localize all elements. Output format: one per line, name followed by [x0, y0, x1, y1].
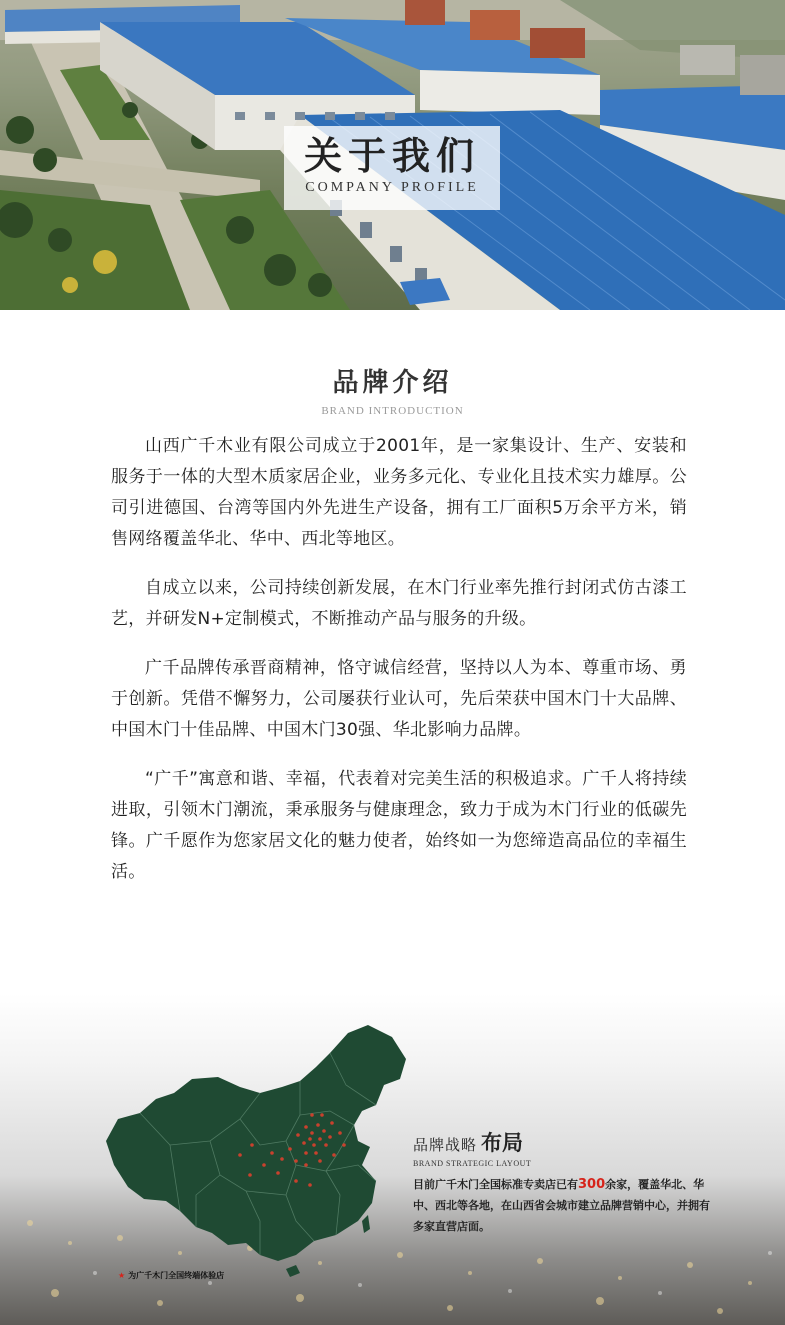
- strategy-body: [413, 1174, 713, 1237]
- strategy-subtitle: BRAND STRATEGIC LAYOUT: [413, 1159, 532, 1168]
- strategy-title: [413, 1127, 713, 1157]
- intro-title: 品牌介绍: [332, 368, 453, 398]
- intro-body: [111, 431, 687, 906]
- strategy-title-big: 布局: [481, 1131, 524, 1155]
- intro-subtitle: BRAND INTRODUCTION: [321, 405, 464, 417]
- intro-paragraph-3: 广千品牌传承晋商精神，恪守诚信经营，坚持以人为本、尊重市场、勇于创新。凭借不懈努力，公司屡获行业认可，先后荣获中国木门十大品牌、中国木门十佳品牌、中国木门30强、华北影响力品牌。: [111, 658, 687, 740]
- hero-title-box: [284, 126, 500, 210]
- hero-subtitle: COMPANY PROFILE: [305, 180, 479, 195]
- star-icon: ★: [118, 1271, 126, 1280]
- strategy-body-start: 目前广千木门全国标准专卖店已有: [413, 1178, 578, 1191]
- strategy-title-small: 品牌战略: [413, 1136, 478, 1154]
- map-legend-note: [118, 1270, 224, 1281]
- store-count-highlight: 300: [578, 1177, 606, 1192]
- intro-header: [0, 362, 785, 417]
- hero-banner: [0, 0, 785, 310]
- strategy-body-end: 余家，覆盖华北、华中、西北等各地，在山西省会城市建立品牌营销中心，并拥有多家直营店面。: [413, 1178, 710, 1233]
- intro-paragraph-2: 自成立以来，公司持续创新发展，在木门行业率先推行封闭式仿古漆工艺，并研发N+定制模式，不断推动产品与服务的升级。: [111, 578, 687, 629]
- strategy-section: [0, 993, 785, 1325]
- china-map: [100, 1015, 420, 1285]
- hero-title: 关于我们: [303, 133, 480, 178]
- strategy-text: [413, 1127, 713, 1237]
- intro-paragraph-4: “广千”寓意和谐、幸福，代表着对完美生活的积极追求。广千人将持续进取，引领木门潮流，秉承服务与健康理念，致力于成为木门行业的低碳先锋。广千愿作为您家居文化的魅力使者，始终如一为您缔造高品位的幸福生活。: [111, 769, 687, 882]
- map-note-text: 为广千木门全国终端体验店: [128, 1271, 225, 1280]
- intro-paragraph-1: 山西广千木业有限公司成立于2001年，是一家集设计、生产、安装和服务于一体的大型木质家居企业，业务多元化、专业化且技术实力雄厚。公司引进德国、台湾等国内外先进生产设备，拥有工厂面积5万余平方米，销售网络覆盖华北、华中、西北等地区。: [111, 436, 687, 549]
